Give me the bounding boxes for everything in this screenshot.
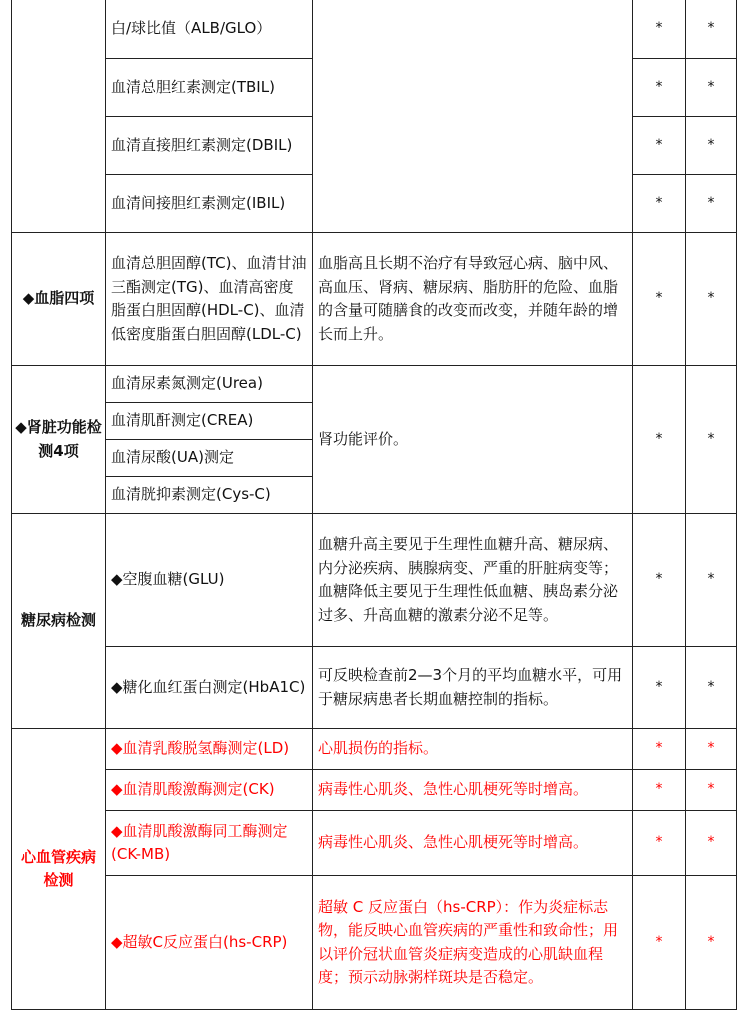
- male-mark: *: [633, 647, 686, 729]
- desc-cell: 病毒性心肌炎、急性心肌梗死等时增高。: [313, 770, 633, 811]
- item-cell: 血清肌酐测定(CREA): [106, 403, 313, 440]
- desc-cell: 可反映检查前2—3个月的平均血糖水平，可用于糖尿病患者长期血糖控制的指标。: [313, 647, 633, 729]
- male-mark: *: [633, 233, 686, 366]
- table-row: [12, 729, 737, 770]
- table-row: [12, 0, 737, 59]
- item-cell: 血清尿酸(UA)测定: [106, 440, 313, 477]
- item-cell: ◆空腹血糖(GLU): [106, 514, 313, 647]
- male-mark: *: [633, 729, 686, 770]
- item-cell: 血清总胆固醇(TC)、血清甘油三酯测定(TG)、血清高密度脂蛋白胆固醇(HDL-C)、血清低密度脂蛋白胆固醇(LDL-C): [106, 233, 313, 366]
- male-mark: *: [633, 59, 686, 117]
- male-mark: *: [633, 770, 686, 811]
- table-row: [12, 770, 737, 811]
- male-mark: *: [633, 175, 686, 233]
- item-cell: 血清间接胆红素测定(IBIL): [106, 175, 313, 233]
- category-cardio: 心血管疾病检测: [12, 729, 106, 1010]
- item-cell: 血清尿素氮测定(Urea): [106, 366, 313, 403]
- category-cell-empty: [12, 0, 106, 233]
- item-cell: ◆糖化血红蛋白测定(HbA1C): [106, 647, 313, 729]
- female-mark: *: [686, 811, 737, 876]
- female-mark: *: [686, 366, 737, 514]
- male-mark: *: [633, 811, 686, 876]
- table-row: [12, 366, 737, 403]
- male-mark: *: [633, 0, 686, 59]
- category-kidney: ◆肾脏功能检测4项: [12, 366, 106, 514]
- desc-cell: 超敏 C 反应蛋白（hs-CRP）：作为炎症标志物，能反映心血管疾病的严重性和致命性；用以评价冠状血管炎症病变造成的心肌缺血程度；预示动脉粥样斑块是否稳定。: [313, 876, 633, 1010]
- male-mark: *: [633, 876, 686, 1010]
- female-mark: *: [686, 233, 737, 366]
- item-cell: 血清直接胆红素测定(DBIL): [106, 117, 313, 175]
- desc-cell: 血脂高且长期不治疗有导致冠心病、脑中风、高血压、肾病、糖尿病、脂肪肝的危险、血脂的含量可随膳食的改变而改变，并随年龄的增长而上升。: [313, 233, 633, 366]
- desc-cell: 肾功能评价。: [313, 366, 633, 514]
- female-mark: *: [686, 770, 737, 811]
- item-cell: 血清总胆红素测定(TBIL): [106, 59, 313, 117]
- category-lipid: ◆血脂四项: [12, 233, 106, 366]
- female-mark: *: [686, 647, 737, 729]
- female-mark: *: [686, 117, 737, 175]
- item-cell: ◆血清肌酸激酶同工酶测定(CK-MB): [106, 811, 313, 876]
- desc-cell: 血糖升高主要见于生理性血糖升高、糖尿病、内分泌疾病、胰腺病变、严重的肝脏病变等；血糖降低主要见于生理性低血糖、胰岛素分泌过多、升高血糖的激素分泌不足等。: [313, 514, 633, 647]
- item-cell: 白/球比值（ALB/GLO）: [106, 0, 313, 59]
- item-cell: ◆超敏C反应蛋白(hs-CRP): [106, 876, 313, 1010]
- table-row: [12, 876, 737, 1010]
- table-row: [12, 514, 737, 647]
- male-mark: *: [633, 117, 686, 175]
- table-row: [12, 647, 737, 729]
- female-mark: *: [686, 876, 737, 1010]
- category-diabetes: 糖尿病检测: [12, 514, 106, 729]
- table-row: [12, 233, 737, 366]
- item-cell: ◆血清肌酸激酶测定(CK): [106, 770, 313, 811]
- table-row: [12, 811, 737, 876]
- female-mark: *: [686, 59, 737, 117]
- item-cell: ◆血清乳酸脱氢酶测定(LD): [106, 729, 313, 770]
- female-mark: *: [686, 729, 737, 770]
- female-mark: *: [686, 0, 737, 59]
- desc-cell: 心肌损伤的指标。: [313, 729, 633, 770]
- female-mark: *: [686, 175, 737, 233]
- male-mark: *: [633, 514, 686, 647]
- desc-cell: 病毒性心肌炎、急性心肌梗死等时增高。: [313, 811, 633, 876]
- female-mark: *: [686, 514, 737, 647]
- item-cell: 血清胱抑素测定(Cys-C): [106, 477, 313, 514]
- male-mark: *: [633, 366, 686, 514]
- health-exam-table: [11, 0, 737, 1010]
- desc-cell-empty: [313, 0, 633, 233]
